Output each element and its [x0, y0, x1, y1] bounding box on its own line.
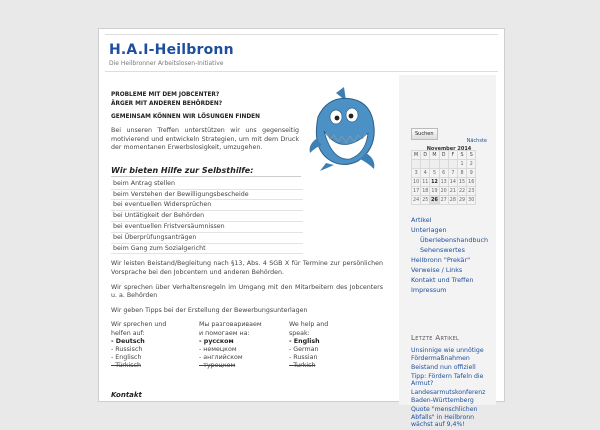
calendar-day: 7	[448, 169, 457, 178]
calendar-day: 21	[449, 188, 456, 194]
page-nav	[411, 215, 488, 295]
lang-line: - немецком	[199, 345, 237, 353]
list-item: beim Antrag stellen	[111, 179, 303, 190]
calendar-day: 11	[422, 179, 429, 185]
languages-english	[289, 321, 328, 370]
nav-link-kontakt[interactable]: Kontakt und Treffen	[411, 276, 474, 284]
top-divider	[105, 34, 498, 35]
calendar-day: 8	[457, 169, 466, 178]
calendar-day: 25	[422, 197, 429, 203]
lang-line: We help and	[289, 321, 329, 329]
lang-line: - русском	[199, 337, 234, 345]
support-paragraph: Wir leisten Beistand/Begleitung nach §13, Abs. 4 SGB X für Termine zur persönlichen Vorsprache bei den Jobcentern und anderen Behörden.	[111, 260, 383, 276]
calendar-day: 14	[449, 179, 456, 185]
calendar-week	[412, 169, 476, 178]
nav-link-unterlagen[interactable]: Unterlagen	[411, 226, 447, 234]
list-item: beim Verstehen der Bewilligungsbescheide	[111, 190, 303, 201]
lang-line: - английском	[199, 354, 243, 362]
nav-link-verweise[interactable]: Verweise / Links	[411, 266, 463, 274]
recent-post-link[interactable]: Tipp: Fördern Tafeln die Armut?	[411, 372, 484, 388]
calendar-day: 19	[431, 188, 438, 194]
recent-post-link[interactable]: Unsinnige wie unnötige Fördermaßnahmen	[411, 347, 484, 362]
weekday-header: D	[421, 151, 430, 160]
calendar-day	[421, 160, 430, 169]
calendar-day	[448, 160, 457, 169]
lang-line: и помогаем на:	[199, 329, 250, 337]
weekday-header: S	[467, 151, 476, 160]
help-list	[111, 179, 383, 255]
calendar-week	[412, 196, 476, 205]
recent-post-link[interactable]: Beistand nun offiziell	[411, 363, 476, 371]
weekday-header: M	[430, 151, 439, 160]
nav-link-ueberlebenshandbuch[interactable]: Überlebenshandbuch	[420, 236, 489, 244]
calendar-day	[430, 160, 439, 169]
lang-line: Мы разговариваем	[199, 321, 262, 329]
rules-paragraph: Wir sprechen über Verhaltensregeln im Umgang mit den Mitarbeitern des Jobcenters u. a. Behörden	[111, 283, 383, 300]
lang-line: - турецком	[199, 362, 236, 370]
calendar-day-today: 26	[431, 197, 438, 203]
page-container	[98, 28, 505, 429]
lang-line: helfen auf:	[111, 329, 145, 337]
weekday-header: S	[457, 151, 466, 160]
nav-link-impressum[interactable]: Impressum	[411, 286, 447, 294]
calendar-day: 9	[467, 169, 476, 178]
languages-russian	[199, 321, 262, 370]
nav-link-sehenswertes[interactable]: Sehenswertes	[420, 246, 465, 254]
lang-line: speak:	[289, 329, 310, 337]
calendar-day: 1	[457, 160, 466, 169]
languages-section	[111, 321, 383, 391]
lang-line: - Russisch	[111, 345, 143, 353]
list-item: bei Untätigkeit der Behörden	[111, 211, 303, 222]
tips-paragraph: Wir geben Tipps bei der Erstellung der Bewerbungsunterlagen	[111, 306, 308, 314]
calendar-week	[412, 178, 476, 187]
calendar-title: November 2014	[426, 146, 472, 152]
list-item: bei eventuellen Widersprüchen	[111, 200, 303, 211]
calendar-day: 4	[421, 169, 430, 178]
list-item: bei eventuellen Fristversäumnissen	[111, 222, 303, 233]
nav-link-heilbronn-prekaer[interactable]: Heilbronn "Prekär"	[411, 256, 471, 264]
calendar-day: 17	[413, 188, 420, 194]
calendar-day: 10	[413, 179, 420, 185]
site-title[interactable]: H.A.I-Heilbronn	[109, 42, 234, 58]
calendar-day: 24	[413, 197, 420, 203]
shark-mascot-image	[306, 87, 380, 171]
calendar-day: 18	[422, 188, 429, 194]
calendar-day: 23	[468, 188, 475, 194]
calendar-day: 13	[440, 179, 447, 185]
calendar-day: 22	[458, 188, 466, 194]
weekday-header: M	[412, 151, 421, 160]
heading-line-1: PROBLEME MIT DEM JOBCENTER?	[111, 92, 220, 98]
nav-link-artikel[interactable]: Artikel	[411, 216, 432, 224]
lang-line: - Deutsch	[111, 337, 145, 345]
calendar-day: 29	[458, 197, 466, 203]
calendar-day: 20	[440, 188, 447, 194]
languages-german	[111, 321, 166, 370]
calendar-table	[411, 150, 476, 205]
calendar-day: 2	[467, 160, 476, 169]
sidebar	[399, 75, 496, 429]
lang-line: - English	[289, 337, 320, 345]
calendar-day: 3	[412, 169, 421, 178]
lang-line: - Englisch	[111, 354, 142, 362]
lang-line: Wir sprechen und	[111, 321, 167, 329]
recent-posts-heading: Letzte Artikel	[411, 333, 460, 342]
calendar-day	[412, 160, 421, 169]
calendar-next-link[interactable]: Nächste	[466, 138, 487, 144]
calendar-day: 16	[468, 179, 475, 185]
heading-line-2: ÄRGER MIT ANDEREN BEHÖRDEN?	[111, 101, 223, 107]
lang-line: - Türkisch	[111, 362, 141, 370]
list-item: bei Überprüfungsanträgen	[111, 233, 303, 244]
kontakt-heading: Kontakt	[111, 391, 142, 400]
calendar-day: 6	[439, 169, 448, 178]
main-content	[111, 91, 383, 399]
calendar-day: 27	[440, 197, 447, 203]
heading-line-3: GEMEINSAM KÖNNEN WIR LÖSUNGEN FINDEN	[111, 114, 260, 120]
calendar-week	[412, 160, 476, 169]
list-item: beim Gang zum Sozialgericht	[111, 244, 303, 255]
search-button[interactable]: Suchen	[411, 128, 438, 140]
calendar-day	[439, 160, 448, 169]
intro-paragraph: Bei unseren Treffen unterstützen wir uns gegenseitig motivierend und entwickeln Strategien, um mit dem Druck der momentanen Erwerbslosigkeit, umzugehen.	[111, 127, 299, 152]
lang-line: - Russian	[289, 354, 318, 362]
recent-posts-list	[411, 347, 493, 430]
recent-post-link[interactable]: Landesarmutskonferenz Baden-Württemberg	[411, 389, 486, 405]
site-description: Die Heilbronner Arbeitslosen-Initiative	[109, 60, 224, 67]
calendar-weekday-row	[412, 151, 476, 160]
help-subheading: Wir bieten Hilfe zur Selbsthilfe:	[111, 166, 301, 177]
calendar-day: 28	[449, 197, 456, 203]
weekday-header: D	[439, 151, 448, 160]
search-area	[411, 120, 438, 140]
calendar-day-link[interactable]: 12	[431, 179, 438, 185]
recent-post-link[interactable]: Quote "menschlichen Abfalls" in Heilbronn wächst auf 9,4%!	[411, 406, 478, 429]
header-divider	[105, 71, 498, 72]
weekday-header: F	[448, 151, 457, 160]
lang-line: - German	[289, 345, 319, 353]
calendar-day: 30	[468, 197, 475, 203]
lang-line: - Turkish	[289, 362, 316, 370]
calendar-week	[412, 187, 476, 196]
calendar-day: 15	[458, 179, 466, 185]
calendar-day: 5	[430, 169, 439, 178]
